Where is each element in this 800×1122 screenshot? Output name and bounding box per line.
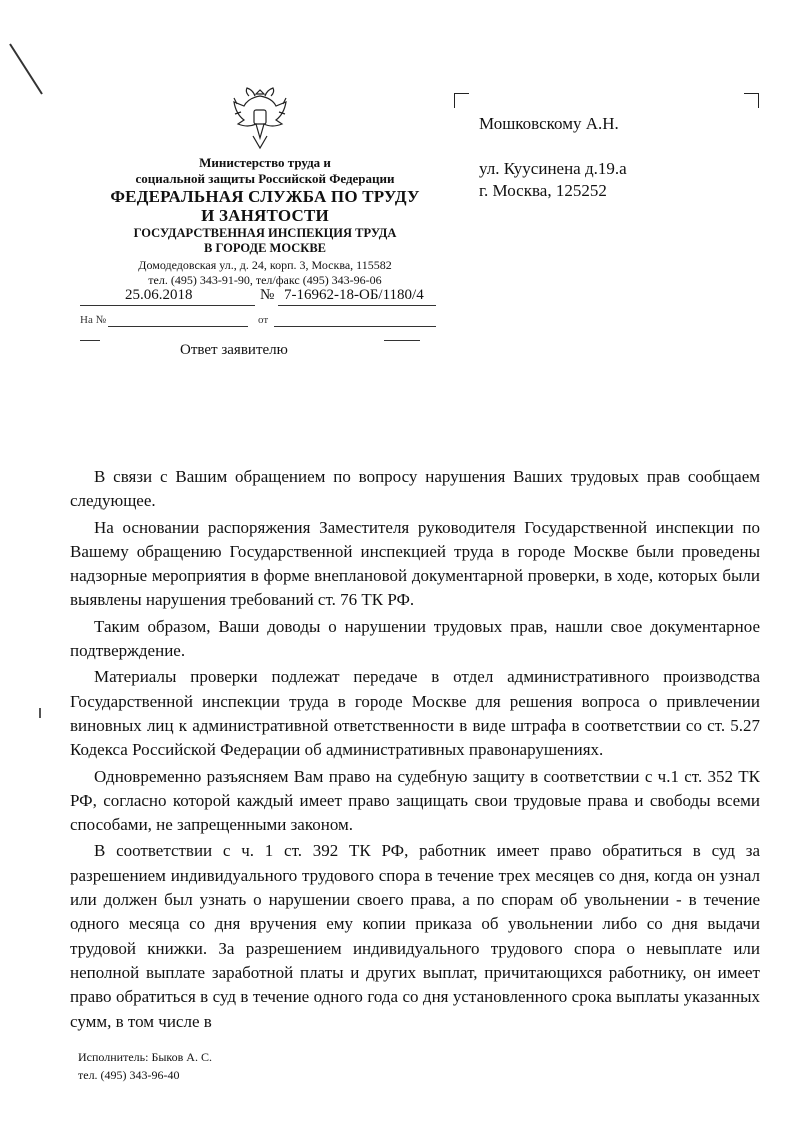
addressee-name: Мошковскому А.Н.: [479, 114, 619, 133]
ref-underline: [108, 326, 248, 327]
org-address: Домодедовская ул., д. 24, корп. 3, Москва, 115582: [138, 258, 392, 272]
pen-stroke-mark: [8, 40, 48, 100]
letter-number: 7-16962-18-ОБ/1180/4: [284, 287, 424, 303]
inspection-line2: В ГОРОДЕ МОСКВЕ: [204, 241, 326, 255]
from-label: от: [258, 314, 269, 326]
coat-of-arms-icon: [229, 86, 291, 152]
from-underline: [274, 326, 436, 327]
executor-phone: тел. (495) 343-96-40: [78, 1068, 180, 1082]
paragraph: На основании распоряжения Заместителя руководителя Государственной инспекции по Вашему обращению Государственной инспекцией труда в городе Москве были проведены надзорные мероприятия в форме внеплановой документарной проверки, в ходе, которых были выявлены нарушения требований ст. 76 ТК РФ.: [70, 517, 760, 610]
addressee-city: г. Москва, 125252: [479, 181, 607, 200]
subject-line: Ответ заявителю: [180, 342, 288, 358]
corner-mark-left: [80, 340, 100, 341]
paragraph: В соответствии с ч. 1 ст. 392 ТК РФ, работник имеет право обратиться в суд за разрешением индивидуального трудового спора в течение трех месяцев со дня, когда он узнал или должен был узнать о нарушении своего права, а по спорам об увольнении - в течение одного месяца со дня вручения ему копии приказа об увольнении либо со дня выдачи трудовой книжки. За разрешением индивидуального трудового спора о невыплате или неполной выплате заработной платы и других выплат, причитающихся работнику, он имеет право обратиться в суд в течение одного года со дня установленного срока выплаты указанных сумм, в том числе в: [70, 841, 760, 1031]
address-corner-left: [454, 93, 469, 108]
number-label: №: [260, 287, 275, 303]
paragraph: В связи с Вашим обращением по вопросу нарушения Ваших трудовых прав сообщаем следующее.: [70, 467, 760, 511]
paragraph: Материалы проверки подлежат передаче в отдел административного производства Государственной инспекции труда в городе Москве для решения вопроса о привлечении виновных лиц к административной ответственности в виде штрафа в соответствии со ст. 5.27 Кодекса Российской Федерации об административных правонарушениях.: [70, 667, 760, 760]
paragraph: Одновременно разъясняем Вам право на судебную защиту в соответствии с ч.1 ст. 352 ТК РФ, согласно которой каждый имеет право защищать свои трудовые права и свободы всеми способами, не запрещенными законом.: [70, 766, 760, 835]
service-line2: И ЗАНЯТОСТИ: [201, 206, 329, 225]
executor-name: Исполнитель: Быков А. С.: [78, 1050, 212, 1064]
ministry-line1: Министерство труда и: [199, 155, 331, 170]
number-underline: [278, 305, 436, 306]
corner-mark-right: [384, 340, 420, 341]
address-corner-right: [744, 93, 759, 108]
letter-date: 25.06.2018: [125, 287, 193, 303]
paragraph: Таким образом, Ваши доводы о нарушении трудовых прав, нашли свое документарное подтверждение.: [70, 616, 760, 661]
letter-body: [70, 465, 760, 1036]
ref-label: На №: [80, 314, 107, 326]
date-underline: [80, 305, 255, 306]
addressee-street: ул. Куусинена д.19.а: [479, 159, 627, 178]
ministry-line2: социальной защиты Российской Федерации: [135, 171, 395, 186]
service-line1: ФЕДЕРАЛЬНАЯ СЛУЖБА ПО ТРУДУ: [110, 187, 420, 206]
inspection-line1: ГОСУДАРСТВЕННАЯ ИНСПЕКЦИЯ ТРУДА: [133, 226, 397, 240]
margin-mark: [39, 708, 41, 718]
org-phones: тел. (495) 343-91-90, тел/факс (495) 343-96-06: [148, 273, 382, 287]
